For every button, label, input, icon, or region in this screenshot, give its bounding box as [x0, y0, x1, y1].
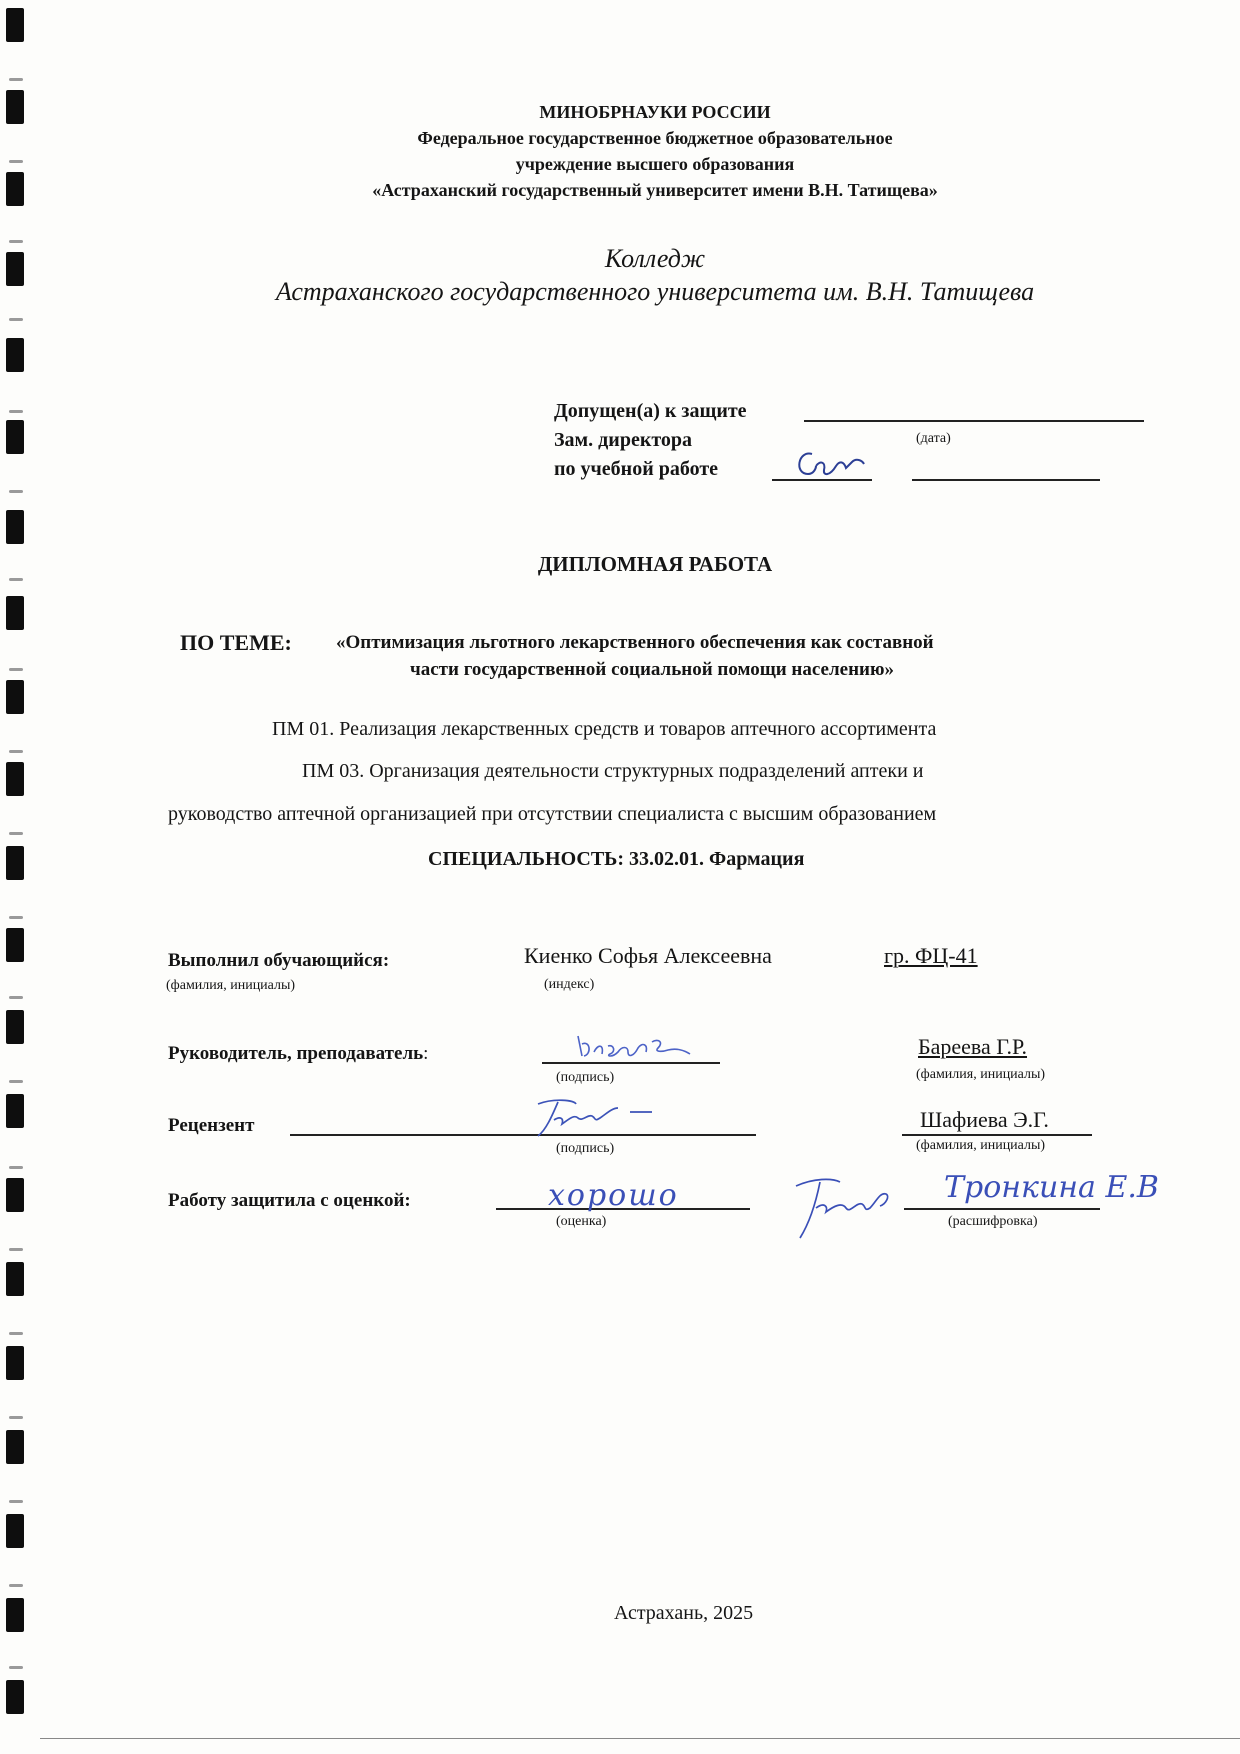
admitted-line [804, 420, 1144, 422]
module-line-3: руководство аптечной организацией при отсутствии специалиста с высшим образованием [168, 803, 937, 825]
topic-line-1: «Оптимизация льготного лекарственного обеспечения как составной [336, 632, 934, 653]
module-line-2: ПМ 03. Организация деятельности структурных подразделений аптеки и [302, 760, 924, 782]
college-subtitle: Астраханского государственного университета им. В.Н. Татищева [275, 277, 1035, 306]
student-group: гр. ФЦ-41 [884, 943, 978, 968]
module-line-1: ПМ 01. Реализация лекарственных средств и товаров аптечного ассортимента [272, 718, 937, 740]
institution-line-1: Федеральное государственное бюджетное образовательное [417, 128, 893, 148]
specialty: СПЕЦИАЛЬНОСТЬ: 33.02.01. Фармация [428, 848, 805, 870]
approval-date-line [912, 479, 1100, 481]
binding-holes [6, 0, 32, 1754]
college-title: Колледж [604, 244, 706, 273]
admitted-label: Допущен(а) к защите [554, 400, 747, 422]
grade-label: Работу защитила с оценкой: [168, 1190, 411, 1211]
grade-handwritten: хорошо [548, 1178, 679, 1213]
student-label: Выполнил обучающийся: [168, 950, 390, 971]
decoding-caption: (расшифровка) [948, 1214, 1038, 1229]
supervisor-name-caption: (фамилия, инициалы) [916, 1067, 1046, 1082]
grade-caption: (оценка) [556, 1214, 607, 1229]
reviewer-name-caption: (фамилия, инициалы) [916, 1138, 1046, 1153]
committee-signature [790, 1172, 900, 1247]
topic-label: ПО ТЕМЕ: [180, 630, 292, 655]
reviewer-name: Шафиева Э.Г. [920, 1107, 1049, 1132]
supervisor-name: Бареева Г.Р. [918, 1034, 1028, 1059]
date-caption: (дата) [916, 431, 951, 446]
city-year: Астрахань, 2025 [614, 1602, 754, 1624]
supervisor-signature-caption: (подпись) [556, 1070, 615, 1085]
supervisor-label: Руководитель, преподаватель: [168, 1043, 429, 1064]
document-type-title: ДИПЛОМНАЯ РАБОТА [537, 552, 773, 576]
reviewer-name-line [902, 1134, 1092, 1136]
reviewer-label: Рецензент [168, 1115, 255, 1136]
decoding-line [904, 1208, 1100, 1210]
deputy-signature [790, 444, 870, 489]
student-caption: (фамилия, инициалы) [166, 978, 296, 993]
ministry-title: МИНОБРНАУКИ РОССИИ [539, 102, 771, 122]
study-work-label: по учебной работе [554, 458, 719, 480]
supervisor-signature [572, 1030, 692, 1069]
decoding-handwritten: Тронкина Е.В [944, 1170, 1159, 1205]
deputy-label: Зам. директора [554, 429, 693, 451]
bottom-edge-rule [40, 1738, 1240, 1739]
student-name: Киенко Софья Алексеевна [524, 943, 772, 968]
reviewer-signature-line [290, 1134, 756, 1136]
reviewer-signature-caption: (подпись) [556, 1141, 615, 1156]
index-caption: (индекс) [544, 977, 595, 992]
institution-line-2: учреждение высшего образования [515, 154, 795, 174]
reviewer-signature [534, 1094, 664, 1143]
university-name: «Астраханский государственный университет имени В.Н. Татищева» [372, 180, 938, 200]
topic-line-2: части государственной социальной помощи населению» [410, 659, 894, 680]
